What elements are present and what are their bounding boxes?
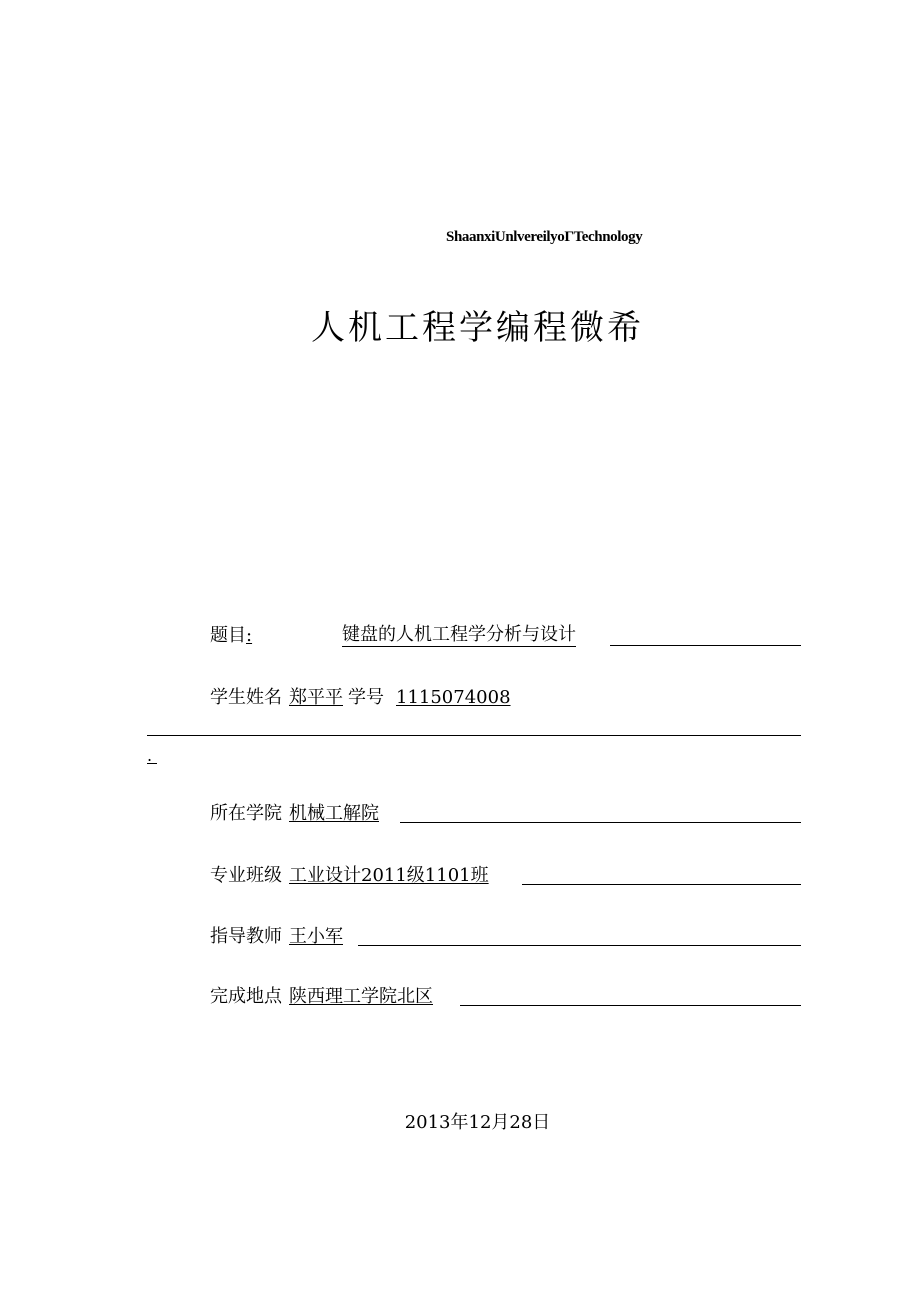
location-row (210, 985, 801, 1011)
major-label: 专业班级 (210, 865, 282, 886)
student-row (210, 686, 801, 712)
student-name-label: 学生姓名 (210, 687, 282, 708)
advisor-fill-line (358, 945, 801, 946)
major-fill-line (522, 884, 801, 885)
college-fill-line (400, 822, 801, 823)
location-fill-line (460, 1005, 801, 1006)
college-row (210, 802, 801, 828)
stray-mark-underline (147, 763, 157, 764)
topic-label: 题目 (210, 625, 246, 646)
advisor-row (210, 925, 801, 951)
stray-mark: . (147, 746, 153, 765)
topic-fill-line (610, 645, 801, 646)
university-english-name: ShaanxiUnlvereilyoΓTechnology (446, 229, 643, 245)
location-label: 完成地点 (210, 986, 282, 1007)
major-row (210, 864, 801, 890)
topic-value: 键盘的人机工程学分析与设计 (342, 624, 576, 645)
student-id-value: 1115074008 (396, 687, 511, 708)
topic-row (210, 624, 801, 650)
student-id-label: 学号 (348, 687, 384, 708)
document-title: 人机工程学编程微希 (311, 308, 644, 348)
college-label: 所在学院 (210, 803, 282, 824)
advisor-label: 指导教师 (210, 926, 282, 947)
college-value: 机械工解院 (289, 803, 379, 824)
student-name-value: 郑平平 (289, 687, 343, 708)
advisor-value: 王小军 (289, 926, 343, 947)
topic-prefix: : (246, 625, 253, 646)
major-value: 工业设计2011级1101班 (289, 865, 489, 886)
divider-line (147, 735, 801, 736)
completion-date: 2013年12月28日 (404, 1112, 551, 1133)
location-value: 陕西理工学院北区 (289, 986, 433, 1007)
